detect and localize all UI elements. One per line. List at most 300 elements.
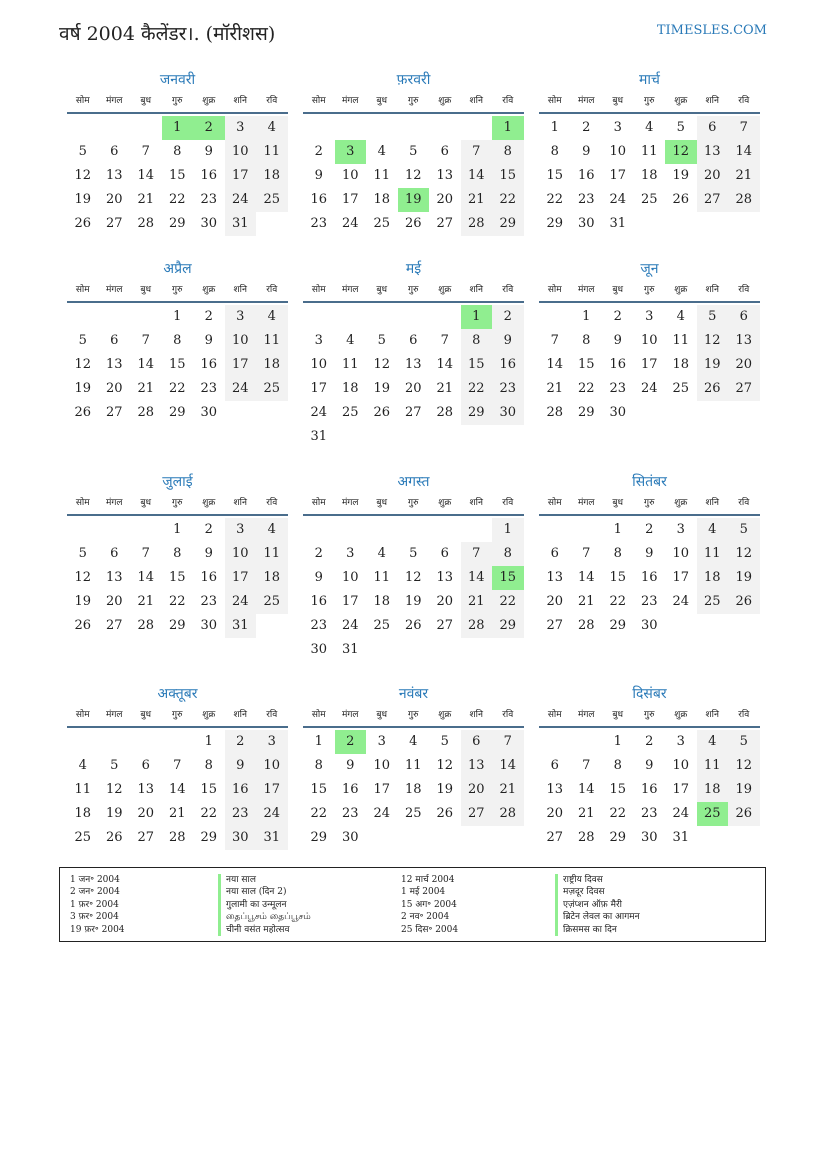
day-cell: 6 xyxy=(697,116,729,140)
month-block xyxy=(303,684,524,850)
day-cell: 22 xyxy=(492,188,524,212)
day-cell: 9 xyxy=(492,329,524,353)
day-cell: 2 xyxy=(204,309,213,324)
day-cell: 8 xyxy=(314,758,323,773)
day-blank xyxy=(335,116,367,140)
day-cell: 10 xyxy=(310,357,328,372)
day-cell: 24 xyxy=(640,381,658,396)
day-cell: 17 xyxy=(672,782,690,797)
day-cell: 5 xyxy=(110,758,119,773)
holiday-name: राष्ट्रीय दिवस xyxy=(555,874,640,886)
day-cell: 18 xyxy=(256,353,288,377)
day-blank xyxy=(162,730,194,754)
month-block xyxy=(67,684,288,850)
day-cell: 24 xyxy=(310,405,328,420)
day-cell: 27 xyxy=(546,618,564,633)
day-cell: 23 xyxy=(225,802,257,826)
day-cell: 22 xyxy=(168,381,186,396)
month-name: जनवरी xyxy=(159,72,196,88)
month-block xyxy=(539,684,760,850)
weekday-label: बुध xyxy=(376,710,388,720)
day-cell: 14 xyxy=(546,357,564,372)
day-blank xyxy=(429,305,461,329)
day-cell: 9 xyxy=(346,758,355,773)
day-cell: 26 xyxy=(74,618,92,633)
day-cell: 26 xyxy=(728,802,760,826)
weekday-label: शनि xyxy=(233,285,247,295)
day-cell: 19 xyxy=(436,782,454,797)
day-cell: 13 xyxy=(697,140,729,164)
day-cell: 1 xyxy=(492,116,524,140)
day-cell: 8 xyxy=(461,329,493,353)
weekday-label: सोम xyxy=(75,710,90,720)
holiday-dates-col-2 xyxy=(401,874,458,936)
day-cell: 23 xyxy=(577,192,595,207)
day-cell: 4 xyxy=(645,120,654,135)
weekday-header xyxy=(67,492,288,516)
day-cell: 11 xyxy=(256,329,288,353)
day-cell: 28 xyxy=(168,830,186,845)
day-cell: 15 xyxy=(461,353,493,377)
day-cell: 28 xyxy=(436,405,454,420)
day-cell: 5 xyxy=(440,734,449,749)
day-cell: 15 xyxy=(609,782,627,797)
day-grid xyxy=(303,116,524,236)
holiday-date: 3 फ़र॰ 2004 xyxy=(70,912,119,923)
day-cell: 14 xyxy=(137,168,155,183)
day-blank xyxy=(539,305,571,329)
day-cell: 27 xyxy=(404,405,422,420)
weekday-label: बुध xyxy=(376,96,388,106)
day-grid xyxy=(67,730,288,850)
day-cell: 5 xyxy=(409,546,418,561)
day-cell: 30 xyxy=(200,618,218,633)
day-cell: 21 xyxy=(492,778,524,802)
day-cell: 3 xyxy=(377,734,386,749)
day-cell: 9 xyxy=(314,570,323,585)
month-name: अप्रैल xyxy=(163,261,192,277)
day-cell: 12 xyxy=(105,782,123,797)
day-cell: 2 xyxy=(613,309,622,324)
day-cell: 8 xyxy=(173,333,182,348)
weekday-label: मंगल xyxy=(577,710,595,720)
weekday-label: शनि xyxy=(705,498,719,508)
day-cell: 10 xyxy=(373,758,391,773)
weekday-label: मंगल xyxy=(105,285,123,295)
day-cell: 5 xyxy=(697,305,729,329)
weekday-label: बुध xyxy=(140,710,152,720)
day-blank xyxy=(99,730,131,754)
day-blank xyxy=(461,116,493,140)
weekday-label: सोम xyxy=(75,96,90,106)
day-cell: 25 xyxy=(341,405,359,420)
day-cell: 6 xyxy=(550,758,559,773)
day-cell: 2 xyxy=(335,730,367,754)
day-cell: 29 xyxy=(492,212,524,236)
weekday-label: गुरु xyxy=(172,710,183,720)
day-cell: 13 xyxy=(105,168,123,183)
day-cell: 10 xyxy=(640,333,658,348)
day-cell: 17 xyxy=(225,164,257,188)
month-name: जून xyxy=(640,261,659,277)
day-cell: 25 xyxy=(672,381,690,396)
day-cell: 7 xyxy=(440,333,449,348)
day-cell: 30 xyxy=(200,216,218,231)
day-cell: 19 xyxy=(672,168,690,183)
day-cell: 26 xyxy=(373,405,391,420)
day-cell: 16 xyxy=(492,353,524,377)
day-cell: 11 xyxy=(74,782,92,797)
weekday-label: बुध xyxy=(140,285,152,295)
day-cell: 12 xyxy=(74,357,92,372)
day-cell: 2 xyxy=(225,730,257,754)
day-cell: 23 xyxy=(609,381,627,396)
day-cell: 5 xyxy=(728,730,760,754)
day-cell: 27 xyxy=(137,830,155,845)
weekday-label: सोम xyxy=(311,710,326,720)
day-cell: 27 xyxy=(105,216,123,231)
day-cell: 28 xyxy=(137,216,155,231)
day-cell: 21 xyxy=(461,188,493,212)
day-cell: 23 xyxy=(200,381,218,396)
day-cell: 29 xyxy=(168,618,186,633)
weekday-label: मंगल xyxy=(341,96,359,106)
weekday-label: सोम xyxy=(311,96,326,106)
day-cell: 20 xyxy=(436,594,454,609)
day-blank xyxy=(429,518,461,542)
day-cell: 6 xyxy=(110,333,119,348)
day-cell: 17 xyxy=(256,778,288,802)
day-cell: 8 xyxy=(492,140,524,164)
day-cell: 21 xyxy=(436,381,454,396)
day-cell: 13 xyxy=(105,357,123,372)
day-cell: 24 xyxy=(609,192,627,207)
day-cell: 7 xyxy=(728,116,760,140)
day-cell: 1 xyxy=(492,518,524,542)
day-cell: 28 xyxy=(728,188,760,212)
holiday-name: नया साल (दिन 2) xyxy=(218,886,311,898)
day-cell: 7 xyxy=(461,140,493,164)
day-cell: 17 xyxy=(225,353,257,377)
day-blank xyxy=(303,305,335,329)
day-grid xyxy=(539,518,760,638)
day-cell: 27 xyxy=(105,618,123,633)
day-cell: 12 xyxy=(665,140,697,164)
day-cell: 22 xyxy=(577,381,595,396)
day-cell: 6 xyxy=(440,144,449,159)
day-cell: 11 xyxy=(697,542,729,566)
day-cell: 21 xyxy=(577,806,595,821)
day-cell: 20 xyxy=(404,381,422,396)
day-cell: 4 xyxy=(256,518,288,542)
day-cell: 1 xyxy=(173,309,182,324)
day-blank xyxy=(571,518,603,542)
day-cell: 6 xyxy=(110,144,119,159)
day-blank xyxy=(303,116,335,140)
weekday-label: मंगल xyxy=(577,285,595,295)
day-cell: 13 xyxy=(404,357,422,372)
day-grid xyxy=(539,730,760,850)
day-cell: 21 xyxy=(461,590,493,614)
day-cell: 20 xyxy=(105,381,123,396)
day-cell: 6 xyxy=(141,758,150,773)
holiday-date: 25 दिस॰ 2004 xyxy=(401,924,459,935)
day-cell: 25 xyxy=(373,216,391,231)
day-blank xyxy=(335,305,367,329)
holiday-date: 1 मई 2004 xyxy=(401,887,446,898)
day-cell: 10 xyxy=(672,758,690,773)
day-cell: 18 xyxy=(74,806,92,821)
day-cell: 3 xyxy=(256,730,288,754)
day-cell: 26 xyxy=(436,806,454,821)
day-cell: 31 xyxy=(225,614,257,638)
holiday-date: 15 अग॰ 2004 xyxy=(401,899,457,910)
day-cell: 11 xyxy=(341,357,359,372)
day-cell: 21 xyxy=(728,164,760,188)
day-cell: 1 xyxy=(162,116,194,140)
day-blank xyxy=(130,730,162,754)
holiday-dates-col-1 xyxy=(70,874,125,936)
day-cell: 4 xyxy=(409,734,418,749)
day-cell: 19 xyxy=(74,381,92,396)
day-cell: 26 xyxy=(728,590,760,614)
day-cell: 7 xyxy=(582,546,591,561)
day-cell: 29 xyxy=(492,614,524,638)
day-cell: 7 xyxy=(492,730,524,754)
day-cell: 14 xyxy=(137,357,155,372)
weekday-header xyxy=(539,90,760,114)
day-cell: 26 xyxy=(697,377,729,401)
day-cell: 17 xyxy=(225,566,257,590)
day-blank xyxy=(366,518,398,542)
holiday-name: नया साल xyxy=(218,874,311,886)
day-cell: 16 xyxy=(640,570,658,585)
weekday-label: सोम xyxy=(547,96,562,106)
day-cell: 10 xyxy=(225,140,257,164)
day-grid xyxy=(303,518,524,662)
day-blank xyxy=(539,518,571,542)
weekday-label: गुरु xyxy=(172,96,183,106)
weekday-label: रवि xyxy=(738,498,750,508)
day-cell: 6 xyxy=(409,333,418,348)
day-cell: 16 xyxy=(341,782,359,797)
day-cell: 27 xyxy=(436,216,454,231)
day-cell: 18 xyxy=(404,782,422,797)
site-link[interactable]: TIMESLES.COM xyxy=(656,23,767,38)
weekday-header xyxy=(303,90,524,114)
day-cell: 18 xyxy=(256,164,288,188)
weekday-label: गुरु xyxy=(644,285,655,295)
day-blank xyxy=(130,518,162,542)
weekday-label: शुक्र xyxy=(202,285,216,295)
weekday-label: सोम xyxy=(547,285,562,295)
holiday-names-col-1 xyxy=(218,874,311,936)
day-cell: 7 xyxy=(141,333,150,348)
weekday-label: शनि xyxy=(469,285,483,295)
day-cell: 18 xyxy=(256,566,288,590)
day-cell: 29 xyxy=(609,830,627,845)
day-cell: 8 xyxy=(582,333,591,348)
day-cell: 7 xyxy=(550,333,559,348)
day-cell: 13 xyxy=(436,570,454,585)
day-cell: 24 xyxy=(225,377,257,401)
weekday-label: शुक्र xyxy=(202,96,216,106)
day-cell: 15 xyxy=(609,570,627,585)
holiday-name: मज़दूर दिवस xyxy=(555,886,640,898)
day-cell: 11 xyxy=(373,570,391,585)
day-cell: 12 xyxy=(697,329,729,353)
day-cell: 5 xyxy=(78,333,87,348)
weekday-label: रवि xyxy=(502,710,514,720)
day-cell: 15 xyxy=(310,782,328,797)
day-cell: 19 xyxy=(728,566,760,590)
weekday-label: शनि xyxy=(469,710,483,720)
day-cell: 20 xyxy=(546,806,564,821)
day-cell: 15 xyxy=(577,357,595,372)
month-block xyxy=(539,259,760,425)
day-cell: 14 xyxy=(492,754,524,778)
day-cell: 9 xyxy=(613,333,622,348)
holiday-name: एज़ंप्शन ऑफ़ मैरी xyxy=(555,899,640,911)
day-cell: 5 xyxy=(377,333,386,348)
month-block xyxy=(303,70,524,236)
day-cell: 22 xyxy=(168,192,186,207)
day-cell: 25 xyxy=(697,590,729,614)
day-cell: 3 xyxy=(314,333,323,348)
day-cell: 25 xyxy=(256,590,288,614)
weekday-label: गुरु xyxy=(408,710,419,720)
day-cell: 18 xyxy=(373,594,391,609)
day-cell: 7 xyxy=(141,546,150,561)
day-cell: 30 xyxy=(310,642,328,657)
day-blank xyxy=(335,518,367,542)
day-cell: 26 xyxy=(404,618,422,633)
day-cell: 16 xyxy=(640,782,658,797)
day-cell: 1 xyxy=(461,305,493,329)
weekday-label: शनि xyxy=(233,96,247,106)
day-cell: 30 xyxy=(609,405,627,420)
day-cell: 16 xyxy=(609,357,627,372)
day-cell: 22 xyxy=(461,377,493,401)
weekday-label: शुक्र xyxy=(438,710,452,720)
day-cell: 24 xyxy=(225,590,257,614)
weekday-label: सोम xyxy=(311,498,326,508)
day-cell: 31 xyxy=(225,212,257,236)
day-cell: 22 xyxy=(609,594,627,609)
weekday-label: शनि xyxy=(705,285,719,295)
day-cell: 25 xyxy=(697,802,729,826)
day-cell: 17 xyxy=(341,594,359,609)
day-cell: 27 xyxy=(105,405,123,420)
day-cell: 24 xyxy=(373,806,391,821)
day-cell: 3 xyxy=(676,522,685,537)
day-cell: 5 xyxy=(78,546,87,561)
day-cell: 9 xyxy=(204,144,213,159)
day-cell: 18 xyxy=(697,566,729,590)
day-cell: 28 xyxy=(492,802,524,826)
holiday-name: चीनी वसंत महोत्सव xyxy=(218,924,311,936)
weekday-label: बुध xyxy=(612,285,624,295)
day-cell: 5 xyxy=(676,120,685,135)
day-cell: 12 xyxy=(728,754,760,778)
day-cell: 21 xyxy=(137,381,155,396)
day-cell: 2 xyxy=(314,546,323,561)
day-cell: 11 xyxy=(404,758,422,773)
month-block xyxy=(303,472,524,662)
weekday-label: बुध xyxy=(140,498,152,508)
weekday-label: मंगल xyxy=(341,498,359,508)
day-cell: 17 xyxy=(640,357,658,372)
day-blank xyxy=(67,305,99,329)
holiday-name: गुलामी का उन्मूलन xyxy=(218,899,311,911)
day-blank xyxy=(99,518,131,542)
day-cell: 16 xyxy=(225,778,257,802)
day-cell: 20 xyxy=(697,164,729,188)
day-cell: 3 xyxy=(335,140,367,164)
weekday-label: रवि xyxy=(502,285,514,295)
weekday-label: शनि xyxy=(705,96,719,106)
weekday-label: गुरु xyxy=(644,96,655,106)
weekday-label: गुरु xyxy=(408,96,419,106)
day-cell: 27 xyxy=(436,618,454,633)
day-cell: 1 xyxy=(613,522,622,537)
holiday-date: 19 फ़र॰ 2004 xyxy=(70,924,125,935)
day-cell: 11 xyxy=(256,140,288,164)
weekday-label: शुक्र xyxy=(674,96,688,106)
day-cell: 24 xyxy=(672,594,690,609)
day-cell: 5 xyxy=(409,144,418,159)
day-cell: 31 xyxy=(256,826,288,850)
day-cell: 26 xyxy=(74,216,92,231)
weekday-label: शुक्र xyxy=(674,710,688,720)
weekday-label: शनि xyxy=(233,498,247,508)
day-cell: 10 xyxy=(609,144,627,159)
day-cell: 8 xyxy=(173,144,182,159)
day-cell: 10 xyxy=(672,546,690,561)
weekday-label: शनि xyxy=(469,96,483,106)
day-cell: 12 xyxy=(436,758,454,773)
weekday-label: गुरु xyxy=(644,710,655,720)
day-cell: 15 xyxy=(492,164,524,188)
day-cell: 23 xyxy=(341,806,359,821)
weekday-label: मंगल xyxy=(341,285,359,295)
weekday-label: रवि xyxy=(266,710,278,720)
day-cell: 1 xyxy=(173,522,182,537)
day-cell: 11 xyxy=(640,144,658,159)
day-cell: 29 xyxy=(168,216,186,231)
day-cell: 20 xyxy=(436,192,454,207)
day-cell: 15 xyxy=(168,168,186,183)
holiday-name: क्रिसमस का दिन xyxy=(555,924,640,936)
day-blank xyxy=(571,730,603,754)
day-cell: 28 xyxy=(546,405,564,420)
day-cell: 22 xyxy=(546,192,564,207)
weekday-label: शनि xyxy=(705,710,719,720)
day-cell: 12 xyxy=(373,357,391,372)
day-cell: 9 xyxy=(204,333,213,348)
day-cell: 21 xyxy=(546,381,564,396)
day-cell: 12 xyxy=(74,570,92,585)
day-cell: 12 xyxy=(404,570,422,585)
day-cell: 4 xyxy=(676,309,685,324)
day-cell: 28 xyxy=(461,614,493,638)
day-blank xyxy=(398,116,430,140)
day-cell: 10 xyxy=(225,329,257,353)
day-cell: 18 xyxy=(640,168,658,183)
day-cell: 19 xyxy=(728,778,760,802)
day-cell: 24 xyxy=(341,618,359,633)
day-cell: 9 xyxy=(225,754,257,778)
